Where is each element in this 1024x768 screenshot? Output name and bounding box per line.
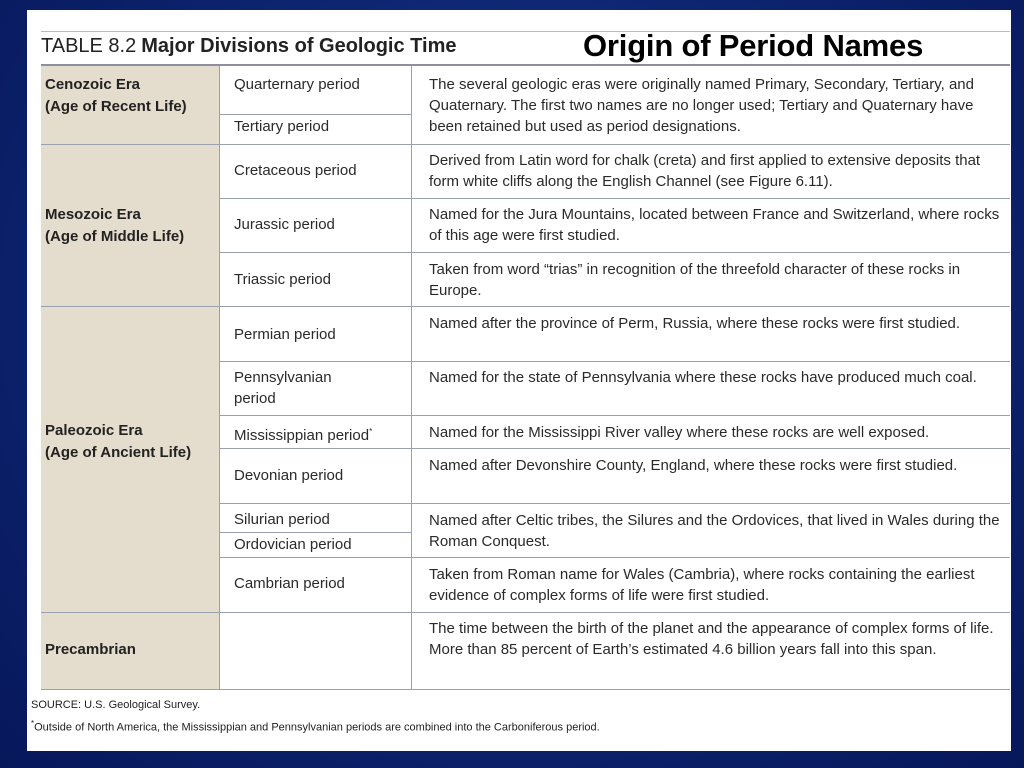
period-name: Devonian period bbox=[234, 467, 344, 484]
period-name: Quarternary period bbox=[234, 76, 360, 93]
era-name bbox=[45, 74, 187, 118]
era-title: Cenozoic Era bbox=[45, 76, 141, 93]
era-divider bbox=[41, 612, 1010, 613]
period-name: Jurassic period bbox=[234, 216, 335, 233]
period-name: Silurian period bbox=[234, 511, 330, 528]
era-cell-paleozoic bbox=[41, 307, 219, 612]
period-description: Taken from Roman name for Wales (Cambria), where rocks containing the earliest evidence of complex forms of life were first studied. bbox=[429, 566, 975, 604]
table-number: TABLE 8.2 bbox=[41, 35, 137, 57]
row-divider bbox=[219, 114, 411, 115]
era-title: Mesozoic Era bbox=[45, 206, 141, 223]
row-divider bbox=[219, 557, 1010, 558]
period-name: Pennsylvanian period bbox=[234, 369, 332, 407]
footnote-marker: * bbox=[369, 427, 373, 436]
period-description: Named for the state of Pennsylvania where these rocks have produced much coal. bbox=[429, 369, 977, 386]
period-description: Named for the Mississippi River valley where these rocks are well exposed. bbox=[429, 424, 930, 441]
period-name: Tertiary period bbox=[234, 118, 330, 135]
period-name: Permian period bbox=[234, 326, 336, 343]
era-title: Precambrian bbox=[45, 641, 136, 658]
era-subtitle: (Age of Middle Life) bbox=[45, 228, 185, 245]
period-name: Triassic period bbox=[234, 271, 331, 288]
period-name-text: Mississippian period bbox=[234, 427, 370, 444]
era-title: Paleozoic Era bbox=[45, 422, 143, 439]
period-name: Cretaceous period bbox=[234, 162, 357, 179]
era-name bbox=[45, 639, 136, 661]
era-cell-mesozoic bbox=[41, 144, 219, 306]
footnote-marker: * bbox=[31, 719, 35, 728]
period-description: Named for the Jura Mountains, located between France and Switzerland, where rocks of this age were first studied. bbox=[429, 206, 1000, 244]
row-divider bbox=[219, 198, 1010, 199]
period-description: Derived from Latin word for chalk (creta) and first applied to extensive deposits that form white cliffs along the English Channel (see Figure 6.11). bbox=[429, 152, 981, 190]
period-description: Named after Celtic tribes, the Silures and the Ordovices, that lived in Wales during the Roman Conquest. bbox=[429, 512, 1000, 550]
row-divider bbox=[219, 503, 1010, 504]
period-name: Cambrian period bbox=[234, 575, 345, 592]
period-description: The several geologic eras were originally named Primary, Secondary, Tertiary, and Quaternary. The first two names are no longer used; Tertiary and Quaternary have been retained but used as period designations. bbox=[429, 76, 974, 135]
era-subtitle: (Age of Recent Life) bbox=[45, 98, 187, 115]
period-description: Named after the province of Perm, Russia, where these rocks were first studied. bbox=[429, 315, 961, 332]
era-name bbox=[45, 204, 184, 248]
period-description: Named after Devonshire County, England, where these rocks were first studied. bbox=[429, 457, 958, 474]
table-bottom-rule bbox=[41, 689, 1010, 690]
column-divider bbox=[219, 66, 220, 689]
era-subtitle: (Age of Ancient Life) bbox=[45, 444, 192, 461]
row-divider bbox=[219, 252, 1010, 253]
row-divider bbox=[219, 415, 1010, 416]
table-footnote bbox=[31, 719, 600, 734]
period-description: Taken from word “trias” in recognition of the threefold character of these rocks in Europe. bbox=[429, 261, 961, 299]
period-description: The time between the birth of the planet and the appearance of complex forms of life. More than 85 percent of Earth’s estimated 4.6 billion years fall into this span. bbox=[429, 620, 994, 658]
table-source: SOURCE: U.S. Geological Survey. bbox=[31, 699, 201, 711]
table-sheet bbox=[27, 10, 1011, 751]
slide-title: Origin of Period Names bbox=[583, 28, 924, 63]
footnote-text: Outside of North America, the Mississippian and Pennsylvanian periods are combined into the Carboniferous period. bbox=[34, 721, 600, 734]
era-divider bbox=[41, 144, 1010, 145]
era-name bbox=[45, 420, 191, 464]
era-cell-precambrian bbox=[41, 613, 219, 689]
era-divider bbox=[41, 306, 1010, 307]
period-name: Ordovician period bbox=[234, 536, 352, 553]
period-name bbox=[234, 421, 414, 446]
table-title: Major Divisions of Geologic Time bbox=[141, 35, 457, 57]
row-divider bbox=[219, 532, 411, 533]
row-divider bbox=[219, 361, 1010, 362]
row-divider bbox=[219, 448, 1010, 449]
table-heading bbox=[41, 35, 456, 58]
